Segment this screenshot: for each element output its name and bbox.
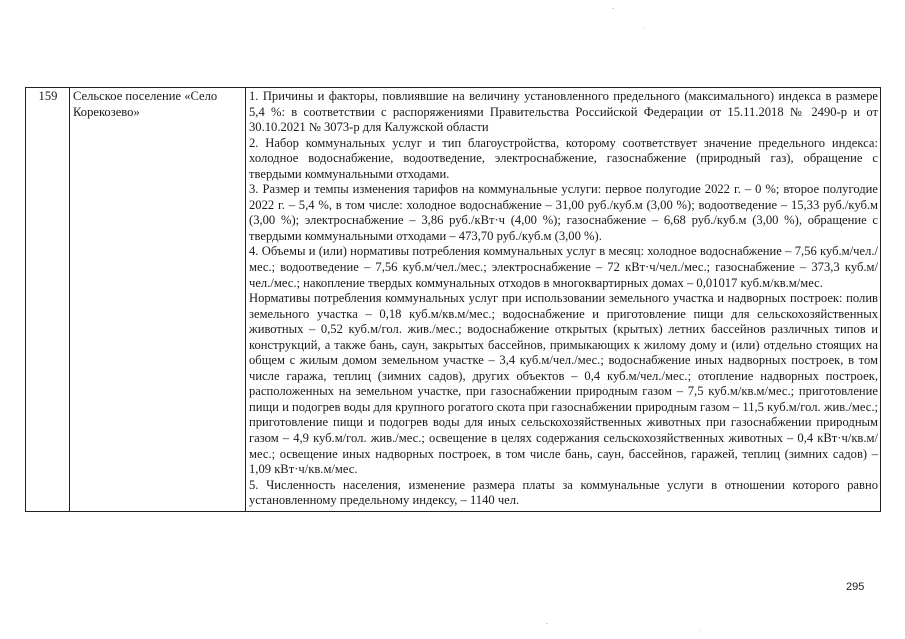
paragraph-land-plot-norms: Нормативы потребления коммунальных услуг при использовании земельного участка и надворных построек: полив земельного участка – 0,18 куб.м/кв.м/мес.; водоснабжение и приготовление пищи для сельскохозяйственных животных – 0,52 куб.м/гол. жив./мес.; водоснабжение открытых (крытых) летних бассейнов различных типов и конструкций, а также бань, саун, закрытых бассейнов, примыкающих к жилому дому и (или) отдельно стоящих на общем с жилым домом земельном участке – 3,4 куб.м/чел./мес.; водоснабжение иных надворных построек, в том числе гаража, теплиц (зимних садов), других объектов – 0,4 куб.м/чел./мес.; отопление надворных построек, расположенных на земельном участке, при газоснабжении природным газом – 7,5 куб.м/кв.м/мес.; приготовление пищи и подогрев воды для крупного рогатого скота при газоснабжении природным газом – 11,5 куб.м/гол. жив./мес.; приготовление пищи и подогрев воды для иных сельскохозяйственных животных при газоснабжении природным газом – 4,9 куб.м/гол. жив./мес.; освещение в целях содержания сельскохозяйственных животных – 0,4 кВт·ч/кв.м/мес.; освещение иных надворных построек, в том числе бань, саун, бассейнов, гаражей, теплиц (зимних садов) – 1,09 кВт·ч/кв.м/мес.	[249, 291, 878, 477]
page-number: 295	[846, 581, 865, 593]
paragraph-consumption-volumes: 4. Объемы и (или) нормативы потребления коммунальных услуг в месяц: холодное водоснабжение – 7,56 куб.м/чел./мес.; водоотведение – 7,56 куб.м/чел./мес.; электроснабжение – 72 кВт·ч/чел./мес.; газоснабжение – 373,3 куб.м/чел./мес.; накопление твердых коммунальных отходов в многоквартирных домах – 0,01017 куб.м/кв.м/мес.	[249, 244, 878, 290]
paragraph-services-set: 2. Набор коммунальных услуг и тип благоустройства, которому соответствует значение предельного индекса: холодное водоснабжение, водоотведение, электроснабжение, газоснабжение (природный газ), обращение с твердыми коммунальными отходами.	[249, 135, 878, 181]
scan-speck	[612, 8, 614, 9]
scan-speck	[546, 623, 548, 624]
paragraph-tariffs: 3. Размер и темпы изменения тарифов на коммунальные услуги: первое полугодие 2022 г. – 0 %; второе полугодие 2022 г. – 5,4 %, в том числе: холодное водоснабжение – 31,00 руб./куб.м (3,00 %); водоотведение – 15,33 руб./куб.м (3,00 %); электроснабжение – 3,86 руб./кВт·ч (4,00 %); газоснабжение – 6,68 руб./куб.м (3,00 %), обращение с твердыми коммунальными отходами – 473,70 руб./куб.м (3,00 %).	[249, 182, 878, 243]
row-number-cell: 159	[26, 88, 70, 512]
scan-speck	[700, 630, 701, 631]
paragraph-factors: 1. Причины и факторы, повлиявшие на величину установленного предельного (максимального) индекса в размере 5,4 %: в соответствии с распоряжениями Правительства Российской Федерации от 15.11.2018 № 2490-р и от 30.10.2021 № 3073-р для Калужской области	[249, 89, 878, 135]
settlement-name-cell: Сельское поселение «Село Корекозево»	[70, 88, 246, 512]
tariff-table	[25, 87, 881, 512]
description-cell	[246, 88, 881, 512]
table-row	[26, 88, 881, 512]
paragraph-population: 5. Численность населения, изменение размера платы за коммунальные услуги в отношении которого равно установленному предельному индексу, – 1140 чел.	[249, 477, 878, 508]
scan-speck	[644, 27, 645, 28]
